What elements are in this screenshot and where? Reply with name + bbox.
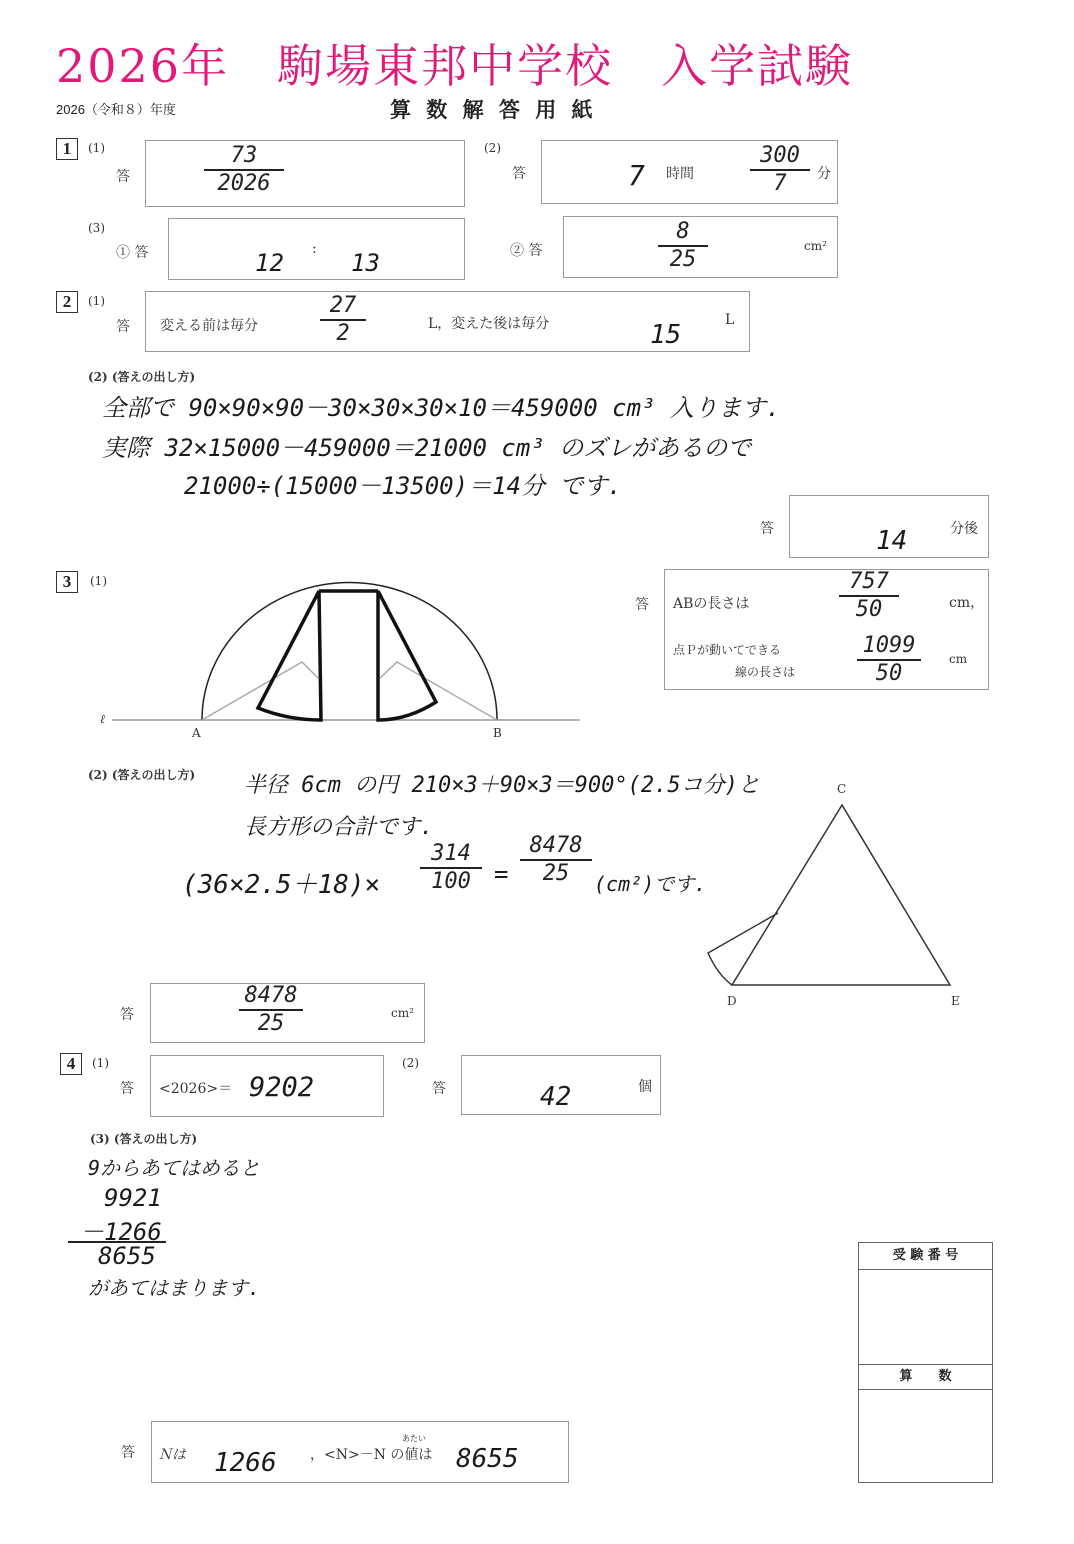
q2-1-before-denominator: 2 [336,321,350,346]
q1-1-answer-label: 答 [116,169,130,185]
q3-work-fraction-2-denominator: 25 [542,861,570,886]
sheet-title: 算 数 解 答 用 紙 [390,97,597,122]
exam-title: 2026年 駒場東邦中学校 入学試験 [56,39,854,93]
q2-2-answer-label: 答 [760,521,774,537]
q3-point-a: A [192,726,201,740]
q2-2-value: 14 [876,526,908,556]
q1-3-2-numerator: 8 [676,219,690,244]
q3-point-c: C [837,782,847,796]
q1-sub3-label: (3) [88,221,105,235]
q3-work-fraction-1-numerator: 314 [431,841,471,866]
q3-2-unit: cm² [391,1006,414,1020]
q1-3-2-fraction [658,220,708,272]
q3-sub1-label: (1) [90,574,107,588]
q3-1-p-label-2: 線の長さは [735,665,796,679]
q3-work-line-3: (36×2.5＋18)× [182,870,381,900]
q3-1-figure [90,580,590,740]
q3-work-fraction-1 [420,842,482,894]
q1-2-answer-box[interactable] [541,140,838,204]
question-number-4: 4 [60,1053,82,1075]
q1-1-denominator: 2026 [217,171,271,196]
q2-1-before-label: 変える前は毎分 [160,318,258,334]
q3-2-method-label: (2) (答えの出し方) [88,768,196,782]
q4-sub2-label: (2) [402,1056,419,1070]
q4-3-expression-label: ，<N>－N の値は [310,1447,433,1463]
q4-1-label: <2026>＝ [159,1081,233,1097]
q2-1-before-numerator: 27 [329,293,357,318]
q1-2-minutes-denominator: 7 [773,171,787,196]
q2-2-answer-box[interactable] [789,495,989,558]
q3-work-tail: (cm²)です. [594,872,707,896]
q3-1-p-unit: cm [949,652,968,666]
q1-3-1-left-value: 12 [255,249,284,277]
q3-work-equals: = [494,860,509,888]
q1-3-1-colon: : [312,241,317,257]
q4-2-value: 42 [540,1082,572,1112]
q1-2-answer-label: 答 [512,166,526,182]
q1-3-2-answer-box[interactable] [563,216,838,278]
question-number-2: 2 [56,291,78,313]
q4-3-expression-value: 8655 [456,1444,519,1474]
q4-3-n-value: 1266 [214,1448,277,1478]
q3-2-numerator: 8478 [244,983,298,1008]
q3-1-p-numerator: 1099 [862,633,916,658]
q1-3-1-right-value: 13 [351,249,380,277]
q1-3-2-answer-label: ② 答 [510,243,543,259]
q3-line-label: ℓ [100,712,105,726]
q4-work-line-1: 9からあてはめると [88,1156,261,1180]
q4-1-value: 9202 [249,1072,315,1103]
q3-1-answer-box[interactable] [664,569,989,690]
q2-work-line-3: 21000÷(15000－13500)＝14分 です. [184,472,622,500]
q1-3-1-answer-box[interactable] [168,218,465,280]
q3-1-ab-denominator: 50 [855,597,883,622]
exam-number-field[interactable] [859,1270,992,1365]
q3-1-ab-label: ABの長さは [673,596,750,612]
question-number-1: 1 [56,138,78,160]
score-field[interactable] [859,1391,992,1481]
q3-2-answer-label: 答 [120,1007,134,1023]
q4-work-line-2: 9921 [104,1184,162,1212]
q3-point-e: E [951,994,960,1008]
year-label: 2026（令和８）年度 [56,102,176,117]
q2-1-answer-label: 答 [116,319,130,335]
q1-sub1-label: (1) [88,141,105,155]
q4-2-unit: 個 [638,1079,652,1095]
q4-work-line-5: があてはまります. [88,1276,261,1300]
q3-2-answer-box[interactable] [150,983,425,1043]
q1-3-1-answer-label: ① 答 [116,245,149,261]
q4-3-answer-label: 答 [121,1445,135,1461]
q1-2-minutes-fraction [750,144,810,196]
q3-work-line-2: 長方形の合計です. [244,815,434,840]
q2-2-method-label: (2) (答えの出し方) [88,370,196,384]
q4-2-answer-label: 答 [432,1081,446,1097]
q2-work-line-1: 全部で 90×90×90－30×30×30×10＝459000 cm³ 入ります. [102,394,781,422]
q4-work-line-4: 8655 [98,1242,156,1270]
q1-2-hours: 7 [628,159,645,192]
question-number-3: 3 [56,571,78,593]
q4-1-answer-box[interactable] [150,1055,384,1117]
q3-1-answer-label: 答 [635,597,649,613]
q4-3-method-label: (3) (答えの出し方) [90,1132,198,1146]
q3-point-b: B [493,726,502,740]
q2-1-before-fraction [320,294,366,346]
exam-number-header: 受 験 番 号 [859,1243,992,1270]
q1-2-hours-unit: 時間 [666,166,694,182]
q2-1-unit: L [725,312,735,328]
q3-1-p-fraction [857,634,921,686]
q1-1-fraction [204,144,284,196]
q2-sub1-label: (1) [88,294,105,308]
q3-1-p-label-1: 点Ｐが動いてできる [673,643,782,657]
q4-3-ruby: あたい [402,1434,426,1443]
q3-2-denominator: 25 [257,1011,285,1036]
q3-work-fraction-2-numerator: 8478 [529,833,583,858]
q3-2-triangle-figure [700,795,960,995]
q2-work-line-2: 実際 32×15000－459000＝21000 cm³ のズレがあるので [102,434,752,462]
subject-header: 算 数 [859,1364,992,1390]
q4-sub1-label: (1) [92,1056,109,1070]
q3-1-ab-numerator: 757 [849,569,889,594]
q2-1-mid-label: L，変えた後は毎分 [428,316,550,332]
q4-1-answer-label: 答 [120,1081,134,1097]
side-panel [858,1242,993,1483]
q4-3-n-label: Ｎは [158,1447,186,1463]
q4-work-line-3: －1266 [80,1218,162,1246]
q1-1-answer-box[interactable] [145,140,465,207]
q3-1-ab-unit: cm， [949,595,985,611]
q3-1-ab-fraction [839,570,899,622]
q3-work-fraction-1-denominator: 100 [431,869,471,894]
q1-2-minutes-unit: 分 [817,166,831,182]
q1-3-2-unit: cm² [804,239,827,253]
q1-3-2-denominator: 25 [669,247,697,272]
q2-2-unit: 分後 [950,521,978,537]
q1-sub2-label: (2) [484,141,501,155]
q1-1-numerator: 73 [230,143,258,168]
q2-1-after-value: 15 [650,320,682,350]
q3-point-d: D [727,994,737,1008]
q3-1-p-denominator: 50 [875,661,903,686]
q4-2-answer-box[interactable] [461,1055,661,1115]
q3-2-fraction [239,984,303,1036]
q3-work-fraction-2 [520,834,592,886]
q4-3-answer-box[interactable] [151,1421,569,1483]
q3-work-line-1: 半径 6cm の円 210×3＋90×3＝900°(2.5コ分)と [244,773,760,798]
q2-1-answer-box[interactable] [145,291,750,352]
q1-2-minutes-numerator: 300 [760,143,800,168]
